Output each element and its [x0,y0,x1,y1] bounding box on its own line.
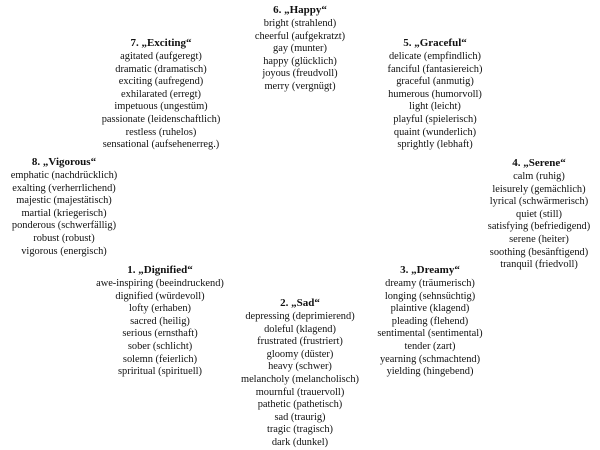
word-item: lyrical (schwärmerisch) [489,196,589,208]
word-item: plaintive (klagend) [390,303,470,315]
word-item: longing (sehnsüchtig) [384,290,476,302]
word-item: passionate (leidenschaftlich) [101,113,221,125]
word-item: dark (dunkel) [271,436,329,448]
word-item: pathetic (pathetisch) [257,399,343,411]
word-item: quiet (still) [516,208,562,220]
word-item: cheerful (aufgekratzt) [254,30,346,42]
cluster-title: 5. „Graceful“ [403,37,467,49]
word-item: soothing (besänftigend) [489,246,589,258]
cluster-title: 6. „Happy“ [273,4,327,16]
word-list [230,18,370,94]
word-item: vigorous (energisch) [21,245,107,257]
word-item: solemn (feierlich) [122,353,198,365]
cluster-graceful [360,37,510,152]
cluster-title: 1. „Dignified“ [127,264,193,276]
word-item: sentimental (sentimental) [377,328,483,340]
word-item: spriritual (spirituell) [118,366,202,378]
cluster-title: 7. „Exciting“ [130,37,192,49]
word-item: awe-inspiring (beeindruckend) [96,278,224,289]
word-item: graceful (anmutig) [396,76,474,88]
word-item: sensational (aufsehenerreg.) [102,139,220,151]
word-item: fanciful (fantasiereich) [387,63,483,75]
cluster-exciting [76,37,246,152]
word-item: doleful (klagend) [264,323,336,335]
word-list [220,311,380,450]
word-item: merry (vergnügt) [264,80,336,92]
cluster-dignified [80,264,240,379]
word-item: tender (zart) [404,340,456,352]
word-item: martial (kriegerisch) [21,207,107,219]
word-item: happy (glücklich) [263,55,337,67]
word-item: delicate (empfindlich) [388,51,482,62]
word-item: robust (robust) [33,232,95,244]
cluster-vigorous [0,156,128,258]
word-item: dignified (würdevoll) [115,290,205,302]
word-item: sacred (heilig) [130,315,190,327]
word-item: serious (ernsthaft) [122,328,198,340]
word-item: majestic (majestätisch) [16,195,112,207]
word-list [80,278,240,379]
word-item: melancholy (melancholisch) [240,373,359,385]
word-item: gloomy (düster) [266,348,334,360]
word-item: dreamy (träumerisch) [385,278,475,289]
word-item: yielding (hingebend) [386,366,474,378]
word-item: calm (ruhig) [513,171,565,182]
word-item: emphatic (nachdrücklich) [10,170,118,181]
word-item: gay (munter) [273,43,327,55]
word-item: impetuous (ungestüm) [114,101,208,113]
cluster-happy [230,4,370,94]
word-item: bright (strahlend) [263,18,337,29]
word-list [478,171,600,272]
word-item: yearning (schmachtend) [379,353,481,365]
cluster-title: 3. „Dreamy“ [400,264,460,276]
word-item: lofty (erhaben) [128,303,192,315]
word-item: satisfying (befriedigend) [487,221,591,233]
word-list [76,51,246,152]
word-item: sober (schlicht) [127,340,193,352]
word-item: exhilarated (erregt) [121,88,201,100]
cluster-title: 8. „Vigorous“ [31,156,97,168]
word-item: serene (heiter) [509,233,569,245]
word-item: agitated (aufgeregt) [120,51,202,62]
word-item: heavy (schwer) [268,361,332,373]
word-item: mournful (trauervoll) [255,386,345,398]
word-item: depressing (deprimierend) [245,311,355,322]
word-item: exciting (aufregend) [118,76,204,88]
word-item: leisurely (gemächlich) [492,183,586,195]
word-item: pleading (flehend) [391,315,469,327]
cluster-sad [220,297,380,450]
word-item: restless (ruhelos) [125,126,197,138]
cluster-title: 4. „Serene“ [512,157,566,169]
cluster-title: 2. „Sad“ [280,297,320,309]
word-item: tranquil (friedvoll) [500,259,578,271]
word-item: ponderous (schwerfällig) [11,220,117,232]
word-item: sad (traurig) [274,411,326,423]
word-item: dramatic (dramatisch) [115,63,207,75]
word-item: humerous (humorvoll) [388,88,482,100]
word-item: playful (spielerisch) [393,113,477,125]
word-list [360,51,510,152]
word-item: tragic (tragisch) [266,424,334,436]
word-item: light (leicht) [409,101,461,113]
word-item: sprightly (lebhaft) [397,139,473,151]
cluster-serene [478,157,600,272]
word-item: frustrated (frustriert) [257,336,343,348]
word-item: quaint (wunderlich) [393,126,477,138]
word-item: joyous (freudvoll) [262,68,338,80]
word-item: exalting (verherrlichend) [12,182,116,194]
word-list [0,170,128,258]
